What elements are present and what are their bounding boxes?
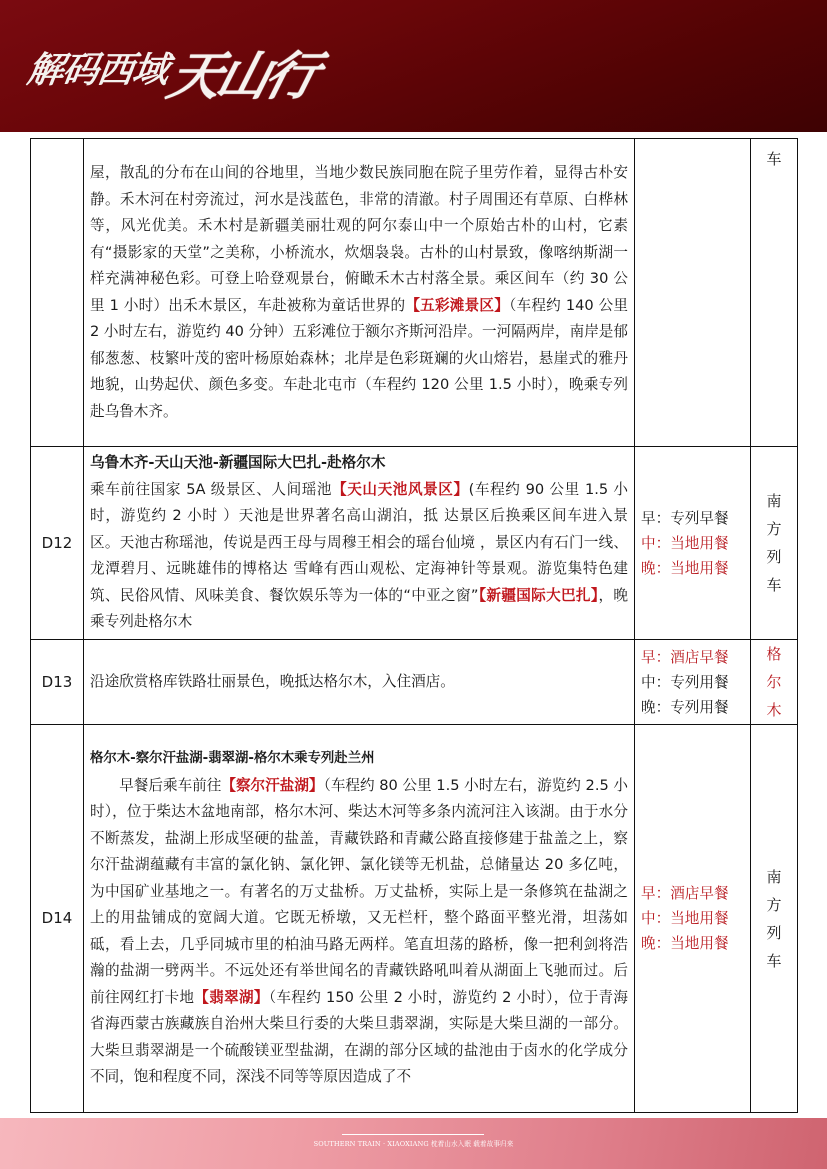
day-cell: D12	[31, 447, 84, 640]
meal-lunch: 中：当地用餐	[641, 534, 729, 552]
highlight-attraction: 【察尔汗盐湖】	[221, 776, 324, 794]
highlight-attraction: 【翡翠湖】	[194, 988, 269, 1006]
accommodation-char: 列	[766, 923, 782, 942]
logo-main-text: 解码西域	[24, 49, 171, 91]
day-route-title: 乌鲁木齐-天山天池-新疆国际大巴扎-赴格尔木	[90, 454, 386, 472]
itinerary-row-d12	[31, 447, 798, 640]
description-text: ，晚乘专列赴格尔木	[90, 586, 628, 631]
description-paragraph	[90, 160, 628, 425]
accommodation-cell	[751, 447, 798, 640]
description-cell	[84, 139, 635, 447]
meal-dinner: 晚：当地用餐	[641, 559, 729, 577]
description-cell	[84, 447, 635, 640]
meal-breakfast: 早：酒店早餐	[641, 648, 729, 666]
accommodation-char: 南	[766, 867, 782, 886]
description-text: (车程约 90 公里 1.5 小时，游览约 2 小时 ）天池是世界著名高山湖泊，抵 达景区后换乘区间车进入景区。天池古称瑶池，传说是西王母与周穆王相会的瑶台仙境 ，景区内有石门一线、龙潭碧月、远眺雄伟的博格达 雪峰有西山观松、定海神针等景观。游览集特色建筑、民俗风情、风味美食、餐饮娱乐等为一体的“中亚之窗”	[90, 480, 628, 604]
accommodation-char: 车	[766, 576, 782, 594]
meal-dinner: 晚：当地用餐	[641, 935, 729, 952]
brand-logo	[24, 22, 322, 112]
highlight-attraction: 【天山天池风景区】	[332, 480, 469, 498]
accommodation-char: 南	[766, 492, 782, 510]
meal-lunch: 中：当地用餐	[641, 910, 729, 927]
meals-cell	[635, 447, 751, 640]
description-text: 屋，散乱的分布在山间的谷地里，当地少数民族同胞在院子里劳作着，显得古朴安静。禾木河在村旁流过，河水是浅蓝色，非常的清澈。村子周围还有草原、白桦林等，风光优美。禾木村是新疆美丽壮观的阿尔泰山中一个原始古朴的山村，它素有“摄影家的天堂”之美称，小桥流水，炊烟袅袅。古朴的山村景致，像喀纳斯湖一样充满神秘色彩。可登上哈登观景台，俯瞰禾木古村落全景。乘区间车（约 30 公里 1 小时）出禾木景区，车赴被称为童话世界的	[90, 164, 628, 314]
accommodation-char: 列	[766, 548, 782, 566]
meals-cell	[635, 139, 751, 447]
footer-divider	[342, 1134, 484, 1135]
meal-lunch: 中：专列用餐	[641, 673, 729, 691]
accommodation-cell	[751, 725, 798, 1113]
description-text: 乘车前往国家 5A 级景区、人间瑶池	[90, 480, 333, 498]
description-paragraph	[90, 669, 628, 696]
meal-dinner: 晚：专列用餐	[641, 698, 729, 716]
highlight-attraction: 【五彩滩景区】	[405, 296, 510, 314]
description-paragraph	[90, 477, 628, 636]
itinerary-row-d14	[31, 725, 798, 1113]
itinerary-table	[30, 138, 798, 1113]
description-text: 早餐后乘车前往	[119, 776, 222, 794]
accommodation-char: 格	[766, 645, 782, 663]
meals-cell	[635, 640, 751, 725]
logo-script-text: 天山行	[162, 45, 322, 107]
meal-breakfast: 早：酒店早餐	[641, 885, 729, 902]
accommodation-char: 木	[766, 701, 782, 719]
itinerary-row-d13	[31, 640, 798, 725]
accommodation-char: 方	[766, 895, 782, 914]
accommodation-char: 尔	[766, 673, 782, 691]
footer-banner	[0, 1118, 827, 1169]
description-cell	[84, 725, 635, 1113]
description-cell	[84, 640, 635, 725]
meals-cell	[635, 725, 751, 1113]
accommodation-char: 车	[766, 150, 782, 168]
itinerary-row-d11-continued	[31, 139, 798, 447]
description-text: （车程约 150 公里 2 小时，游览约 2 小时），位于青海省海西蒙古族藏族自治州大柴旦行委的大柴旦翡翠湖，实际是大柴旦湖的一部分。大柴旦翡翠湖是一个硫酸镁亚型盐湖，在湖的部分区域的盐池由于卤水的化学成分不同，饱和程度不同，深浅不同等等原因造成了不	[90, 988, 628, 1086]
description-text: （车程约 140 公里 2 小时左右，游览约 40 分钟）五彩滩位于额尔齐斯河沿岸。一河隔两岸，南岸是郁郁葱葱、枝繁叶茂的密叶杨原始森林；北岸是色彩斑斓的火山熔岩，悬崖式的雅丹地貌，山势起伏、颜色多变。车赴北屯市（车程约 120 公里 1.5 小时），晚乘专列赴乌鲁木齐。	[90, 296, 628, 420]
description-text: 沿途欣赏格库铁路壮丽景色，晚抵达格尔木，入住酒店。	[90, 672, 455, 690]
accommodation-cell	[751, 640, 798, 725]
day-cell	[31, 139, 84, 447]
description-paragraph	[90, 773, 628, 1091]
description-text: （车程约 80 公里 1.5 小时左右，游览约 2.5 小时），位于柴达木盆地南部，格尔木河、柴达木河等多条内流河注入该湖。由于水分不断蒸发，盐湖上形成坚硬的盐盖，青藏铁路和青藏公路直接修建于盐盖之上，察尔汗盐湖蕴藏有丰富的氯化钠、氯化钾、氯化镁等无机盐，总储量达 20 多亿吨，为中国矿业基地之一。有著名的万丈盐桥。万丈盐桥，实际上是一条修筑在盐湖之上的用盐铺成的宽阔大道。它既无桥墩，又无栏杆，整个路面平整光滑，坦荡如砥，看上去，几乎同城市里的柏油马路无两样。笔直坦荡的路桥，像一把利剑将浩瀚的盐湖一劈两半。不远处还有举世闻名的青藏铁路吼叫着从湖面上飞驰而过。后前往网红打卡地	[90, 776, 628, 1006]
header-banner	[0, 0, 827, 132]
accommodation-cell	[751, 139, 798, 447]
meal-breakfast: 早：专列早餐	[641, 509, 729, 527]
day-cell: D13	[31, 640, 84, 725]
footer-slogan: SOUTHERN TRAIN · XIAOXIANG 枕着山水入眠 载着故事归来	[313, 1140, 514, 1148]
day-route-title: 格尔木-察尔汗盐湖-翡翠湖-格尔木乘专列赴兰州	[90, 751, 375, 767]
accommodation-char: 车	[766, 951, 782, 970]
day-cell: D14	[31, 725, 84, 1113]
accommodation-char: 方	[766, 520, 782, 538]
highlight-attraction: 【新疆国际大巴扎】	[478, 586, 599, 604]
